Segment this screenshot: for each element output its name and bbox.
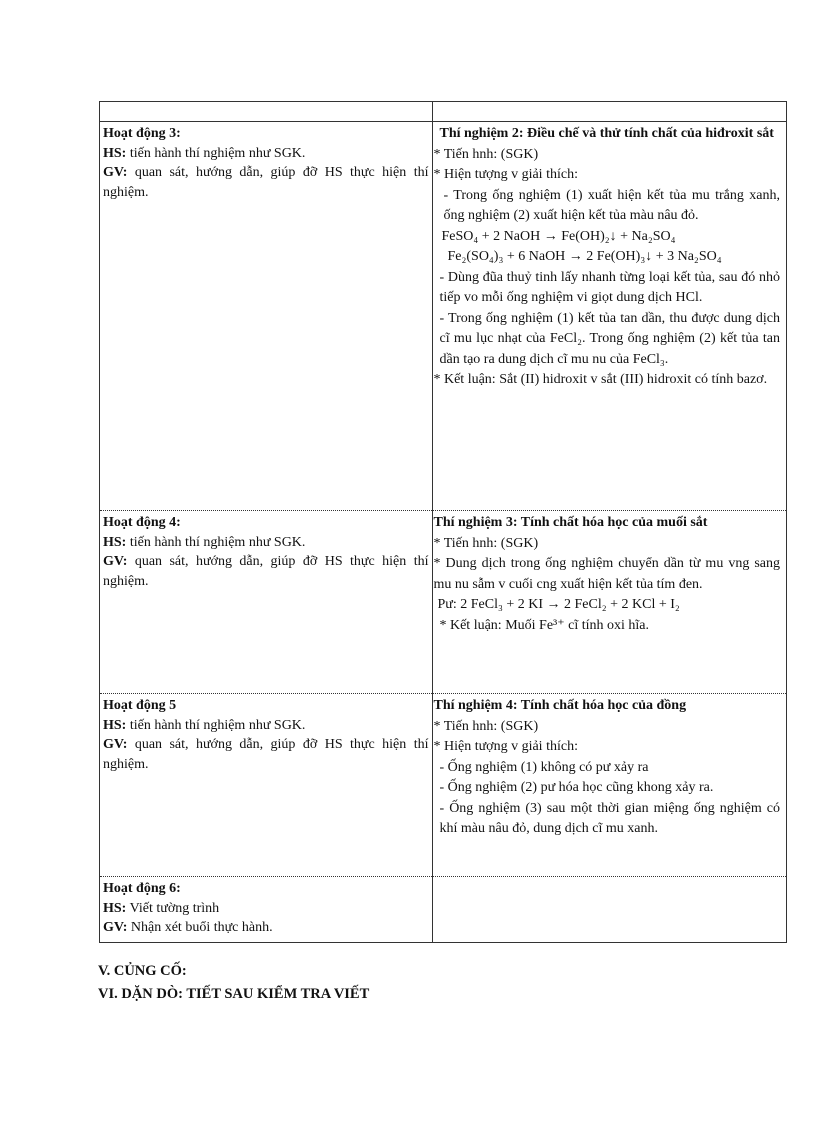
experiment-3-cell: [433, 511, 787, 694]
experiment-title: Thí nghiệm 3: Tính chất hóa học của muối sắt: [433, 515, 708, 530]
table-row: [100, 511, 787, 694]
experiment-2-cell: [433, 122, 787, 511]
steps-line: * Tiến hnh: (SGK): [433, 718, 539, 734]
observation-paragraph: - Ống nghiệm (1) không có pư xảy ra: [439, 759, 649, 775]
hs-line: [103, 716, 428, 736]
section-heading-review: V. CỦNG CỐ:: [98, 963, 187, 979]
hs-label: HS:: [103, 900, 127, 916]
activity-title: Hoạt động 4:: [103, 515, 181, 530]
hs-text: tiến hành thí nghiệm như SGK.: [126, 717, 306, 733]
activity-title: Hoạt động 6:: [103, 881, 181, 896]
equation-line: Fe₂(SO₄)₃ + 6 NaOH → 2 Fe(OH)₃↓ + 3 Na₂SO₄: [447, 249, 722, 264]
section-heading-homework: VI. DẶN DÒ: TIẾT SAU KIỂM TRA VIẾT: [98, 986, 370, 1002]
phenomena-line: * Hiện tượng v giải thích:: [433, 739, 578, 754]
steps-line: * Tiến hnh: (SGK): [433, 146, 539, 162]
activity-6-cell: [100, 877, 433, 943]
gv-text: quan sát, hướng dẫn, giúp đỡ HS thực hiện thí nghiệm.: [103, 554, 429, 589]
equation-line: FeSO₄ + 2 NaOH → Fe(OH)₂↓ + Na₂SO₄: [441, 228, 676, 244]
activity-5-cell: [100, 694, 433, 877]
table-row: [100, 877, 787, 943]
activity-4-cell: [100, 511, 433, 694]
gv-label: GV:: [103, 920, 128, 935]
gv-line: [103, 918, 428, 938]
gv-label: GV:: [103, 737, 128, 752]
experiment-title: Thí nghiệm 4: Tính chất hóa học của đồng: [433, 698, 687, 713]
conclusion-line: * Kết luận: Sắt (II) hidroxit v sắt (III) hidroxit có tính bazơ.: [433, 372, 768, 387]
experiment-4-cell: [433, 694, 787, 877]
gv-line: [103, 163, 428, 202]
activity-3-cell: [100, 122, 433, 511]
gv-line: [103, 552, 428, 591]
gv-text: quan sát, hướng dẫn, giúp đỡ HS thực hiện thí nghiệm.: [103, 165, 429, 200]
hs-line: [103, 899, 428, 919]
table-row: [100, 694, 787, 877]
activity-title: Hoạt động 3:: [103, 126, 181, 141]
equation-line: Pư: 2 FeCl₃ + 2 KI → 2 FeCl₂ + 2 KCl + I₂: [437, 597, 680, 612]
gv-label: GV:: [103, 165, 128, 180]
hs-line: [103, 533, 428, 553]
phenomena-line: * Hiện tượng v giải thích:: [433, 167, 578, 182]
observation-paragraph: - Ống nghiệm (2) pư hóa học cũng khong xảy ra.: [439, 780, 714, 795]
gv-text: Nhận xét buổi thực hành.: [127, 920, 273, 935]
hs-text: tiến hành thí nghiệm như SGK.: [126, 534, 306, 550]
observation-paragraph: - Dùng đũa thuỷ tinh lấy nhanh từng loại kết tủa, sau đó nhỏ tiếp vo mỗi ống nghiệm vi giọt dung dịch HCl.: [439, 269, 780, 305]
steps-line: * Tiến hnh: (SGK): [433, 535, 539, 551]
experiment-title: Thí nghiệm 2: Điều chế và thử tính chất của hiđroxit sắt: [439, 126, 774, 141]
hs-text: Viết tường trình: [126, 900, 220, 916]
hs-text: tiến hành thí nghiệm như SGK.: [126, 145, 306, 161]
observation-paragraph: - Trong ống nghiệm (1) xuất hiện kết tủa mu trắng xanh, ống nghiệm (2) xuất hiện kết tủa màu nâu đỏ.: [443, 187, 780, 223]
empty-cell-left: [100, 102, 433, 122]
lesson-table: [99, 101, 787, 943]
gv-text: quan sát, hướng dẫn, giúp đỡ HS thực hiện thí nghiệm.: [103, 737, 429, 772]
empty-cell-right: [433, 102, 787, 122]
hs-label: HS:: [103, 145, 127, 161]
table-row: [100, 122, 787, 511]
hs-label: HS:: [103, 534, 127, 550]
activity-title: Hoạt động 5: [103, 698, 177, 713]
hs-line: [103, 144, 428, 164]
observation-paragraph: - Trong ống nghiệm (1) kết tủa tan dần, thu được dung dịch cĩ mu lục nhạt của FeCl₂. Trong ống nghiệm (2) kết tủa tan dần tạo ra dung dịch cĩ mu nu của FeCl₃.: [439, 310, 780, 367]
conclusion-line: * Kết luận: Muối Fe³⁺ cĩ tính oxi hĩa.: [439, 617, 649, 633]
observation-paragraph: - Ống nghiệm (3) sau một thời gian miệng ống nghiệm có khí màu nâu đỏ, dung dịch cĩ mu xanh.: [439, 800, 780, 836]
gv-label: GV:: [103, 554, 128, 569]
hs-label: HS:: [103, 717, 127, 733]
empty-cell-right: [433, 877, 787, 943]
gv-line: [103, 735, 428, 774]
observation-paragraph: * Dung dịch trong ống nghiệm chuyển dần từ mu vng sang mu nu sẫm v cuối cng xuất hiện kết tủa tím đen.: [433, 556, 780, 592]
